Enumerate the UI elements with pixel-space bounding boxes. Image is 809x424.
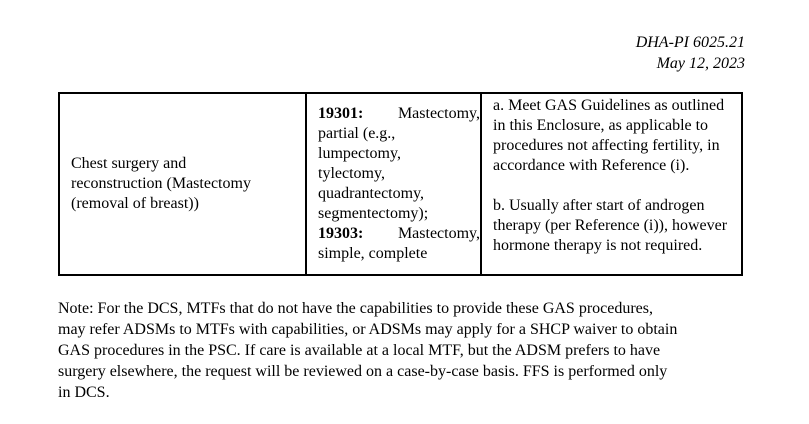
codes-cell: [306, 93, 481, 275]
requirement-line: accordance with Reference (i).: [493, 157, 690, 174]
requirements-cell: [481, 93, 742, 275]
code-description-line: quadrantectomy,: [318, 185, 425, 202]
document-date: May 12, 2023: [656, 55, 745, 72]
note-line: may refer ADSMs to MTFs with capabilities, or ADSMs may apply for a SHCP waiver to obtain: [58, 321, 678, 338]
code-description-line: segmentectomy);: [318, 205, 429, 222]
note-line: GAS procedures in the PSC. If care is available at a local MTF, but the ADSM prefers to have: [58, 342, 661, 359]
table-row: [59, 93, 742, 275]
code-entry-19303: [318, 224, 480, 244]
requirement-line: therapy (per Reference (i)), however: [493, 217, 728, 234]
requirement-line: procedures not affecting fertility, in: [493, 137, 720, 154]
document-id: DHA-PI 6025.21: [635, 34, 745, 51]
code-description-head: Mastectomy,: [397, 225, 480, 242]
procedure-table: [58, 92, 743, 276]
code-description-line: lumpectomy,: [318, 145, 401, 162]
code-entry-19301: [318, 104, 480, 124]
cpt-code: 19301:: [318, 105, 364, 122]
cpt-code: 19303:: [318, 225, 364, 242]
code-description-line: tylectomy,: [318, 165, 385, 182]
code-description-line: partial (e.g.,: [318, 125, 396, 142]
procedure-line: reconstruction (Mastectomy: [71, 175, 251, 192]
procedure-line: (removal of breast)): [71, 195, 199, 212]
paragraph-gap: [493, 176, 741, 196]
note-line: surgery elsewhere, the request will be reviewed on a case-by-case basis. FFS is performed only: [58, 363, 668, 380]
note-line: Note: For the DCS, MTFs that do not have the capabilities to provide these GAS procedures,: [58, 300, 654, 317]
code-description-head: Mastectomy,: [397, 105, 480, 122]
requirement-line: a. Meet GAS Guidelines as outlined: [493, 97, 725, 114]
code-description-line: simple, complete: [318, 245, 428, 262]
note-line: in DCS.: [58, 384, 110, 401]
procedure-line: Chest surgery and: [71, 155, 187, 172]
requirement-line: hormone therapy is not required.: [493, 237, 703, 254]
procedure-cell: [59, 93, 306, 275]
requirement-line: in this Enclosure, as applicable to: [493, 117, 709, 134]
requirement-line: b. Usually after start of androgen: [493, 197, 705, 214]
note-paragraph: [58, 298, 758, 403]
